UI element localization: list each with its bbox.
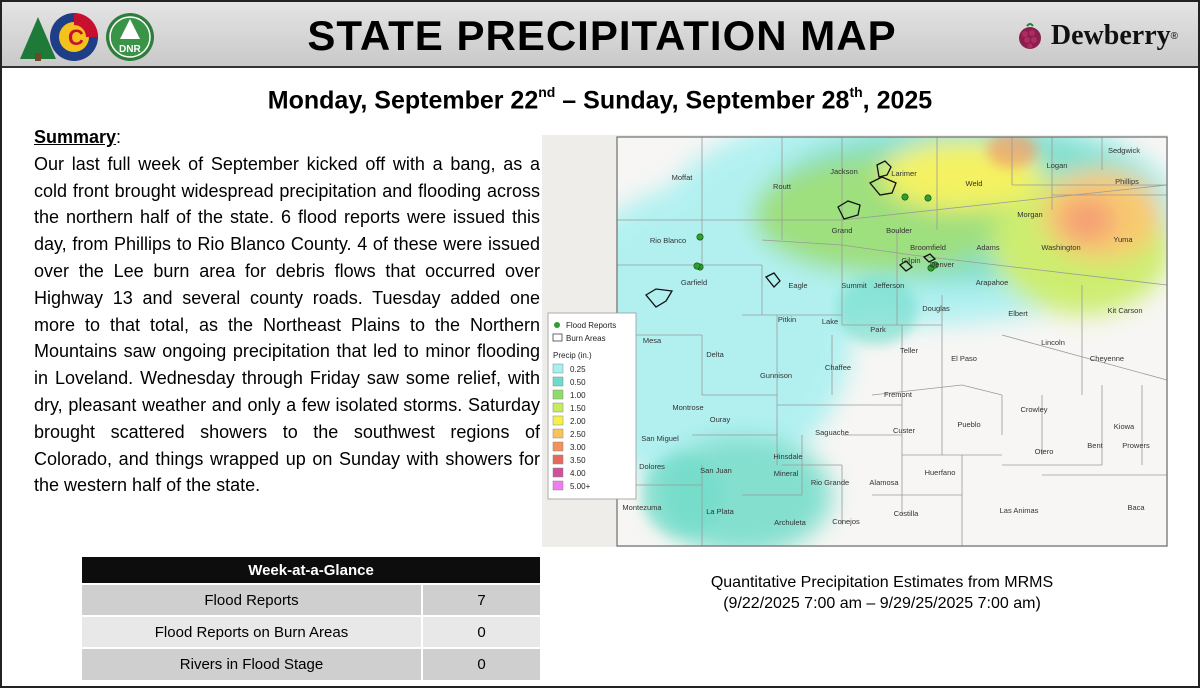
summary-label: Summary xyxy=(34,127,117,147)
legend-swatch xyxy=(553,442,563,451)
county-label: Huerfano xyxy=(924,468,956,477)
date-end: – Sunday, September 28 xyxy=(555,86,850,115)
county-label: Boulder xyxy=(886,226,912,235)
county-label: Washington xyxy=(1041,243,1081,252)
county-label: Rio Grande xyxy=(810,478,850,487)
dnr-logo-text: DNR xyxy=(119,44,141,55)
county-label: Morgan xyxy=(1017,210,1043,219)
county-label: Logan xyxy=(1046,161,1068,170)
glance-value: 0 xyxy=(422,616,540,648)
county-label: Fremont xyxy=(884,390,912,399)
table-row xyxy=(82,616,540,648)
flood-report-marker[interactable] xyxy=(694,263,700,269)
county-label: Lincoln xyxy=(1041,338,1065,347)
county-label: Gilpin xyxy=(901,256,921,265)
table-row xyxy=(82,648,540,680)
county-label: Bent xyxy=(1087,441,1103,450)
colorado-logo-icon xyxy=(16,9,166,63)
map-caption xyxy=(622,572,1142,614)
county-label: Montrose xyxy=(672,403,704,412)
county-label: Pueblo xyxy=(957,420,981,429)
county-label: Kiowa xyxy=(1113,422,1135,431)
legend-bin-label: 2.50 xyxy=(570,430,586,439)
glance-title: Week-at-a-Glance xyxy=(82,557,540,584)
flood-report-marker[interactable] xyxy=(697,234,703,240)
county-label: Douglas xyxy=(922,304,950,313)
legend-swatch xyxy=(553,390,563,399)
glance-value: 0 xyxy=(422,648,540,680)
county-label: Hinsdale xyxy=(773,452,803,461)
legend-swatch xyxy=(553,429,563,438)
county-label: Baca xyxy=(1127,503,1145,512)
county-label: Crowley xyxy=(1020,405,1048,414)
county-label: Grand xyxy=(831,226,853,235)
county-label: Rio Blanco xyxy=(649,236,687,245)
county-label: Mineral xyxy=(773,469,799,478)
county-label: Chaffee xyxy=(824,363,852,372)
county-label: Kit Carson xyxy=(1107,306,1143,315)
glance-label: Flood Reports xyxy=(82,584,422,616)
header-bar xyxy=(2,2,1198,68)
county-label: Las Animas xyxy=(999,506,1039,515)
raspberry-logo-icon xyxy=(1015,21,1045,51)
legend-swatch xyxy=(553,455,563,464)
precip-zone-300 xyxy=(1059,198,1115,242)
county-label: Lake xyxy=(821,317,839,326)
county-label: Denver xyxy=(929,260,955,269)
legend-bin-label: 4.00 xyxy=(570,469,586,478)
county-label: Elbert xyxy=(1008,309,1028,318)
county-label: Summit xyxy=(841,281,867,290)
legend-swatch xyxy=(553,403,563,412)
legend-bin-label: 1.00 xyxy=(570,391,586,400)
date-start: Monday, September 22 xyxy=(267,86,539,115)
county-label: Dolores xyxy=(639,462,665,471)
county-label: Pitkin xyxy=(777,315,797,324)
date-year: , 2025 xyxy=(862,86,933,115)
legend-swatch xyxy=(553,481,563,490)
flood-report-marker[interactable] xyxy=(925,195,931,201)
glance-value: 7 xyxy=(422,584,540,616)
county-label: El Paso xyxy=(951,354,977,363)
county-label: San Miguel xyxy=(641,434,679,443)
county-label: Weld xyxy=(965,179,983,188)
legend-bin-label: 0.50 xyxy=(570,378,586,387)
county-label: Prowers xyxy=(1122,441,1150,450)
county-label: Delta xyxy=(706,350,724,359)
legend-bin-label: 0.25 xyxy=(570,365,586,374)
precipitation-map[interactable] xyxy=(542,135,1168,547)
legend-flood-label: Flood Reports xyxy=(566,321,617,330)
county-label: Sedgwick xyxy=(1107,146,1141,155)
county-label: Garfield xyxy=(680,278,708,287)
county-label: Archuleta xyxy=(774,518,806,527)
legend-flood-icon xyxy=(554,322,560,328)
legend-swatch xyxy=(553,364,563,373)
glance-label: Rivers in Flood Stage xyxy=(82,648,422,680)
table-row xyxy=(82,584,540,616)
brand-name: Dewberry xyxy=(1050,20,1171,51)
map-canvas[interactable] xyxy=(542,135,1168,547)
county-label: Ouray xyxy=(709,415,731,424)
summary-section xyxy=(34,124,540,499)
date-end-suffix: th xyxy=(849,84,863,100)
brand-trademark: ® xyxy=(1170,30,1178,42)
legend-precip-title: Precip (in.) xyxy=(553,351,592,360)
legend-bin-label: 2.00 xyxy=(570,417,586,426)
caption-line-1: Quantitative Precipitation Estimates from MRMS xyxy=(710,574,1054,591)
date-start-suffix: nd xyxy=(538,84,556,100)
county-label: Costilla xyxy=(893,509,919,518)
county-label: Teller xyxy=(900,346,918,355)
county-label: Gunnison xyxy=(759,371,793,380)
county-label: Moffat xyxy=(671,173,693,182)
legend-bin-label: 1.50 xyxy=(570,404,586,413)
county-label: Yuma xyxy=(1113,235,1133,244)
county-label: Cheyenne xyxy=(1089,354,1125,363)
county-label: Broomfield xyxy=(910,243,946,252)
summary-colon: : xyxy=(116,127,122,147)
county-label: La Plata xyxy=(706,507,734,516)
flood-report-marker[interactable] xyxy=(902,194,908,200)
county-label: Routt xyxy=(773,182,791,191)
county-label: Jefferson xyxy=(873,281,905,290)
legend-burn-label: Burn Areas xyxy=(566,334,606,343)
page-title: STATE PRECIPITATION MAP xyxy=(307,12,897,59)
county-label: Jackson xyxy=(830,167,858,176)
county-label: Conejos xyxy=(832,517,860,526)
map-legend xyxy=(548,313,636,499)
glance-label: Flood Reports on Burn Areas xyxy=(82,616,422,648)
county-label: San Juan xyxy=(700,466,732,475)
county-label: Custer xyxy=(892,426,916,435)
county-label: Alamosa xyxy=(869,478,899,487)
county-label: Larimer xyxy=(891,169,917,178)
legend-bin-label: 5.00+ xyxy=(570,482,591,491)
county-label: Mesa xyxy=(642,336,662,345)
summary-text: Our last full week of September kicked off with a bang, as a cold front brought widespread precipitation and flooding across the northern half of the state. 6 flood reports were issued this day, from Phillips to Rio Blanco County. 4 of these were issued over the Lee burn area for debris flows that occurred over Highway 13 and several county roads. Tuesday added one more to that total, as the Northeast Plains to the Northern Mountains saw ongoing precipitation that led to minor flooding in Loveland. Wednesday through Friday saw some relief, with dry, pleasant weather and only a few isolated storms. Saturday brought scattered showers to the southwest regions of Colorado, and things wrapped up on Sunday with showers for the western half of the state. xyxy=(34,153,540,496)
legend-bin-label: 3.50 xyxy=(570,456,586,465)
legend-burn-icon xyxy=(553,334,562,341)
legend-bin-label: 3.00 xyxy=(570,443,586,452)
county-label: Park xyxy=(870,325,886,334)
week-at-a-glance-table xyxy=(82,557,540,680)
county-label: Saguache xyxy=(815,428,849,437)
county-label: Phillips xyxy=(1115,177,1139,186)
legend-swatch xyxy=(553,416,563,425)
county-label: Arapahoe xyxy=(975,278,1009,287)
county-label: Montezuma xyxy=(622,503,662,512)
county-label: Otero xyxy=(1034,447,1054,456)
dewberry-brand xyxy=(1015,19,1178,53)
caption-line-2: (9/22/2025 7:00 am – 9/29/25/2025 7:00 am) xyxy=(723,595,1041,612)
legend-swatch xyxy=(553,377,563,386)
date-range-title xyxy=(2,86,1198,115)
legend-swatch xyxy=(553,468,563,477)
county-label: Eagle xyxy=(788,281,808,290)
county-label: Adams xyxy=(976,243,1000,252)
agency-logos xyxy=(16,9,166,63)
colorado-logo-letter: C xyxy=(68,25,84,50)
